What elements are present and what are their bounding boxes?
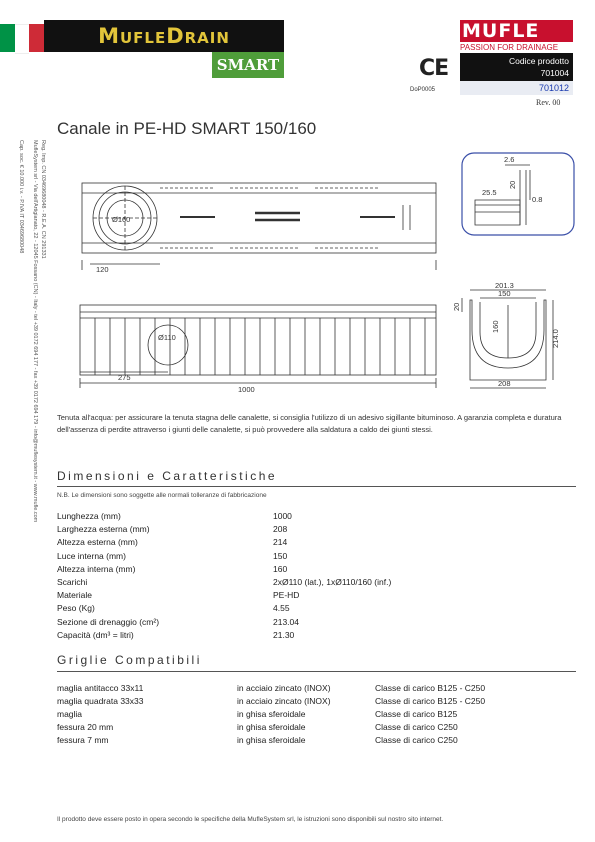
dimension-row bbox=[57, 524, 487, 537]
dimension-value: 208 bbox=[273, 524, 288, 535]
grate-name: maglia bbox=[57, 709, 83, 719]
dimension-row bbox=[57, 603, 487, 616]
dimensions-note: N.B. Le dimensioni sono soggette alle normali tolleranze di fabbricazione bbox=[57, 492, 267, 499]
dop-code: DoP0005 bbox=[410, 87, 436, 93]
dimension-value: 160 bbox=[273, 563, 288, 574]
front-view-outline bbox=[80, 305, 436, 375]
grate-row bbox=[57, 709, 557, 722]
dimensions-divider bbox=[57, 486, 576, 487]
label-d160: Ø160 bbox=[112, 215, 131, 224]
dimension-value: 2xØ110 (lat.), 1xØ110/160 (inf.) bbox=[273, 576, 392, 587]
page-title: Canale in PE-HD SMART 150/160 bbox=[57, 119, 317, 138]
grate-material: in ghisa sferoidale bbox=[237, 709, 306, 719]
sec-208: 208 bbox=[498, 379, 511, 388]
label-d110: Ø110 bbox=[158, 333, 176, 342]
grate-class: Classe di carico B125 - C250 bbox=[375, 696, 486, 706]
dimension-row bbox=[57, 551, 487, 564]
dimensions-heading: Dimensioni e Caratteristiche bbox=[57, 469, 278, 483]
front-view-outlet bbox=[148, 325, 188, 365]
det-255: 25.5 bbox=[482, 188, 497, 197]
dimension-row bbox=[57, 564, 487, 577]
smart-badge: SMART bbox=[212, 52, 284, 78]
det-20: 20 bbox=[508, 180, 517, 189]
grate-material: in acciaio zincato (INOX) bbox=[237, 683, 331, 693]
dim-275: 275 bbox=[118, 373, 131, 382]
ce-mark: CE bbox=[419, 56, 449, 81]
dim-120: 120 bbox=[96, 265, 109, 274]
grate-class: Classe di carico C250 bbox=[375, 722, 458, 732]
grate-name: maglia antitacco 33x11 bbox=[57, 683, 144, 693]
dimension-key: Larghezza esterna (mm) bbox=[57, 524, 150, 535]
sec-150: 150 bbox=[498, 289, 511, 298]
sidebar-line-2: Cap. soc. € 10.000 i.v. - P.IVA IT 03469680048 bbox=[18, 140, 24, 254]
det-08: 0.8 bbox=[532, 195, 543, 204]
revision: Rev. 00 bbox=[536, 98, 561, 107]
dimension-value: PE-HD bbox=[273, 590, 300, 601]
sec-160: 160 bbox=[491, 320, 500, 333]
sidebar-line-1: MufleSystem srl - Via dell'Artigianato, 22 - 12045 Fossano (CN) - Italy - tel +39 0172 694 177 - fax +39 0172 694 179 - info@muflesystem.it - www.mufle.com bbox=[32, 140, 38, 523]
dimension-value: 214 bbox=[273, 537, 288, 548]
dimension-row bbox=[57, 630, 487, 643]
product-code-1: 701004 bbox=[540, 68, 569, 78]
grate-row bbox=[57, 683, 557, 696]
grate-class: Classe di carico B125 - C250 bbox=[375, 683, 486, 693]
dimension-key: Sezione di drenaggio (cm²) bbox=[57, 616, 160, 627]
grates-table bbox=[57, 683, 557, 748]
logo-tagline: PASSION FOR DRAINAGE bbox=[460, 43, 559, 52]
dimension-key: Scarichi bbox=[57, 576, 88, 587]
dimensions-table bbox=[57, 511, 487, 643]
front-view-ribs bbox=[95, 318, 425, 375]
dimension-key: Capacità (dm³ = litri) bbox=[57, 629, 134, 640]
grate-material: in acciaio zincato (INOX) bbox=[237, 696, 331, 706]
dimension-key: Altezza interna (mm) bbox=[57, 563, 136, 574]
grate-class: Classe di carico C250 bbox=[375, 735, 458, 745]
grate-class: Classe di carico B125 bbox=[375, 709, 458, 719]
dimension-value: 213.04 bbox=[273, 616, 299, 627]
dimension-key: Altezza esterna (mm) bbox=[57, 537, 138, 548]
dimension-row bbox=[57, 617, 487, 630]
dimension-row bbox=[57, 537, 487, 550]
dimension-row bbox=[57, 577, 487, 590]
dimension-value: 21.30 bbox=[273, 629, 295, 640]
grate-row bbox=[57, 722, 557, 735]
dimension-value: 4.55 bbox=[273, 603, 290, 614]
sec-20: 20 bbox=[452, 302, 461, 311]
product-code-2: 701012 bbox=[460, 81, 573, 95]
dimension-key: Luce interna (mm) bbox=[57, 550, 126, 561]
grate-material: in ghisa sferoidale bbox=[237, 735, 306, 745]
grate-row bbox=[57, 735, 557, 748]
product-code-label: Codice prodotto bbox=[508, 56, 569, 66]
dimension-row bbox=[57, 511, 487, 524]
grate-name: fessura 7 mm bbox=[57, 735, 109, 745]
logo-name: MUFLE bbox=[460, 20, 573, 42]
dimension-value: 1000 bbox=[273, 511, 292, 521]
dim-1000: 1000 bbox=[238, 385, 255, 394]
dimension-value: 150 bbox=[273, 550, 288, 561]
sealing-paragraph: Tenuta all'acqua: per assicurare la tenuta stagna delle canalette, si consiglia l'utilizzo di un adesivo sigillante bituminoso. A garanzia completa e duratura dell'assenza di perdite attraverso i giunti delle canalette, si può provvedere alla saldatura a caldo dei giunti stessi. bbox=[57, 413, 562, 434]
sidebar-line-3: Reg. Imp. CN 03469680048 - R.E.A. CN 291331 bbox=[40, 140, 46, 259]
grates-divider bbox=[57, 671, 576, 672]
sec-214: 214.0 bbox=[551, 329, 560, 348]
footer-note: Il prodotto deve essere posto in opera secondo le specifiche della MufleSystem srl, le istruzioni sono disponibili sul nostro sito internet. bbox=[57, 816, 444, 823]
dimension-row bbox=[57, 590, 487, 603]
grate-row bbox=[57, 696, 557, 709]
dimension-key: Lunghezza (mm) bbox=[57, 511, 121, 521]
grate-name: fessura 20 mm bbox=[57, 722, 114, 732]
dimension-key: Peso (Kg) bbox=[57, 603, 95, 614]
grates-heading: Griglie Compatibili bbox=[57, 653, 202, 667]
technical-drawing bbox=[0, 0, 595, 400]
dimension-key: Materiale bbox=[57, 590, 92, 601]
brand-name: MufleDrain bbox=[98, 24, 230, 48]
sec-201: 201.3 bbox=[495, 281, 514, 290]
det-26: 2.6 bbox=[504, 155, 515, 164]
grate-material: in ghisa sferoidale bbox=[237, 722, 306, 732]
grate-name: maglia quadrata 33x33 bbox=[57, 696, 144, 706]
